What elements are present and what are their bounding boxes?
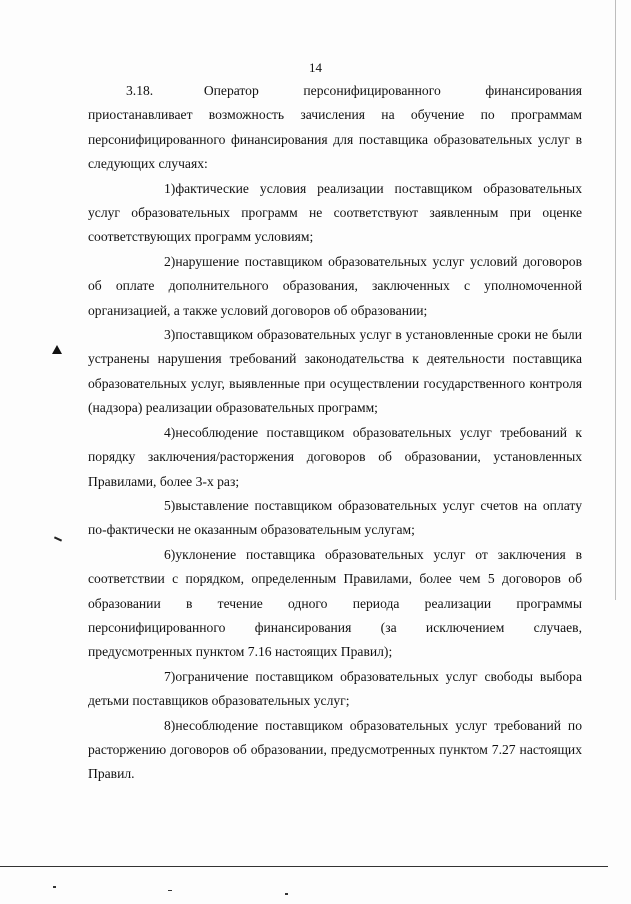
list-item-number: 4) — [164, 424, 176, 440]
list-item-number: 1) — [164, 180, 176, 196]
page-number: 14 — [309, 60, 322, 75]
document-body — [88, 79, 582, 787]
list-item-number: 7) — [164, 668, 176, 684]
list-item-6 — [88, 543, 582, 665]
list-item-text: нарушение поставщиком образовательных услуг условий договоров об оплате дополнительного образования, заключенных с уполномоченной организацией, а также условий договоров об образовании; — [88, 253, 582, 318]
list-item-number: 5) — [164, 497, 176, 513]
list-item-number: 6) — [164, 546, 176, 562]
list-item-1 — [88, 177, 582, 250]
list-item-7 — [88, 665, 582, 714]
scan-speck — [53, 886, 56, 888]
list-item-number: 3) — [164, 327, 176, 343]
clause-number: 3.18. — [126, 83, 154, 98]
list-item-text: несоблюдение поставщиком образовательных услуг требований по расторжению договоров об образовании, предусмотренных пунктом 7.27 настоящих Правил. — [88, 717, 582, 782]
list-item-text: уклонение поставщика образовательных услуг от заключения в соответствии с порядком, определенным Правилами, более чем 5 договоров об образовании в течение одного периода реализации программы персонифицированного финансирования (за исключением случаев, предусмотренных пунктом 7.16 настоящих Правил); — [88, 546, 582, 660]
bottom-rule — [0, 866, 608, 867]
list-item-5 — [88, 494, 582, 543]
list-item-8 — [88, 714, 582, 787]
scan-mark-dash — [54, 536, 62, 541]
scan-edge-line — [615, 0, 616, 600]
list-item-text: фактические условия реализации поставщиком образовательных услуг образовательных программ не соответствуют заявленным при оценке соответствующих программ условиям; — [88, 180, 582, 245]
clause-3-18-lead-line — [88, 79, 582, 103]
scan-speck — [168, 890, 172, 891]
list-item-3 — [88, 323, 582, 421]
clause-text: приостанавливает возможность зачисления на обучение по программам персонифицированного финансирования для поставщика образовательных услуг в следующих случаях: — [88, 107, 582, 172]
list-item-text: поставщиком образовательных услуг в установленные сроки не были устранены нарушения требований законодательства к деятельности поставщика образовательных услуг, выявленные при осуществлении государственного контроля (надзора) реализации образовательных программ; — [88, 327, 582, 416]
list-item-2 — [88, 250, 582, 323]
clause-3-18 — [88, 79, 582, 177]
list-item-text: выставление поставщиком образовательных услуг счетов на оплату по-фактически не оказанным образовательным услугам; — [88, 497, 582, 538]
clause-lead-words: Оператор персонифицированного финансирования — [203, 83, 583, 98]
list-item-text: ограничение поставщиком образовательных услуг свободы выбора детьми поставщиков образовательных услуг; — [88, 668, 582, 709]
list-item-4 — [88, 421, 582, 494]
scan-mark-triangle — [52, 345, 62, 354]
list-item-number: 2) — [164, 253, 176, 269]
list-item-text: несоблюдение поставщиком образовательных услуг требований к порядку заключения/расторжения договоров об образовании, установленных Правилами, более 3-х раз; — [88, 424, 582, 489]
scan-speck — [285, 893, 288, 895]
list-item-number: 8) — [164, 717, 176, 733]
